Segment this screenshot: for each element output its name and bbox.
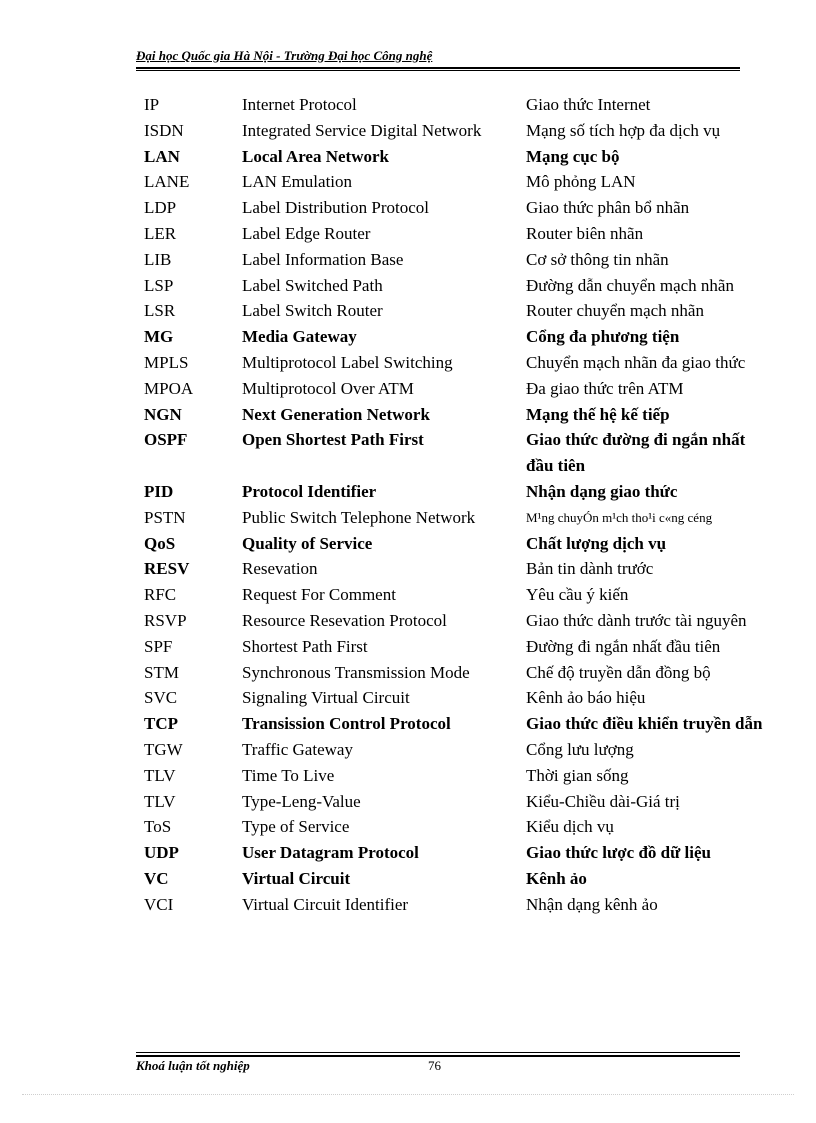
table-row (136, 427, 766, 479)
abbreviation-cell: RESV (144, 559, 190, 579)
vietnamese-term-cell: Nhận dạng kênh ảo (526, 894, 658, 914)
abbreviation-cell: LIB (144, 249, 172, 269)
abbreviation-cell: MPLS (144, 352, 189, 372)
english-term-cell: Media Gateway (242, 327, 357, 347)
english-term-cell: Synchronous Transmission Mode (242, 662, 470, 682)
english-term-cell: Next Generation Network (242, 404, 430, 424)
vietnamese-term-cell: Giao thức đường đi ngắn nhất đầu tiên (526, 430, 746, 476)
table-row (136, 221, 766, 247)
abbreviation-cell: MPOA (144, 378, 194, 398)
vietnamese-term-cell: Router chuyển mạch nhãn (526, 301, 704, 321)
abbreviation-cell: NGN (144, 404, 182, 424)
table-row (136, 737, 766, 763)
page-header (136, 48, 740, 64)
vietnamese-term-cell: Kênh ảo (526, 868, 587, 888)
abbreviation-cell: SPF (144, 636, 173, 656)
footer-rule-thick (136, 1055, 740, 1057)
english-term-cell: Transission Control Protocol (242, 714, 451, 734)
table-row (136, 324, 766, 350)
english-term-cell: LAN Emulation (242, 172, 353, 192)
abbreviation-cell: RSVP (144, 610, 187, 630)
abbreviation-cell: TGW (144, 739, 183, 759)
table-row (136, 195, 766, 221)
table-row (136, 608, 766, 634)
vietnamese-term-cell: Kiểu dịch vụ (526, 817, 614, 837)
english-term-cell: Open Shortest Path First (242, 430, 424, 450)
table-row (136, 634, 766, 660)
abbreviation-cell: STM (144, 662, 179, 682)
vietnamese-term-cell: Bản tin dành trước (526, 559, 654, 579)
english-term-cell: Multiprotocol Label Switching (242, 352, 453, 372)
english-term-cell: Label Edge Router (242, 223, 371, 243)
english-term-cell: Signaling Virtual Circuit (242, 688, 410, 708)
table-row (136, 92, 766, 118)
english-term-cell: Integrated Service Digital Network (242, 120, 482, 140)
footer-label: Khoá luận tốt nghiệp (136, 1058, 250, 1073)
english-term-cell: User Datagram Protocol (242, 843, 419, 863)
table-row (136, 376, 766, 402)
abbreviation-cell: RFC (144, 585, 177, 605)
table-row (136, 531, 766, 557)
abbreviation-cell: VC (144, 868, 169, 888)
abbreviation-cell: ISDN (144, 120, 184, 140)
table-row (136, 685, 766, 711)
table-row (136, 298, 766, 324)
abbreviation-cell: SVC (144, 688, 178, 708)
vietnamese-term-cell: Cổng đa phương tiện (526, 327, 680, 347)
vietnamese-term-cell: Chế độ truyền dẫn đồng bộ (526, 662, 711, 682)
english-term-cell: Internet Protocol (242, 95, 357, 114)
table-row (136, 247, 766, 273)
table-row (136, 582, 766, 608)
abbreviation-cell: TLV (144, 765, 176, 785)
abbreviation-cell: TCP (144, 714, 178, 734)
table-row (136, 763, 766, 789)
abbreviation-cell: ToS (144, 817, 172, 837)
table-row (136, 169, 766, 195)
english-term-cell: Shortest Path First (242, 636, 368, 656)
abbreviation-cell: IP (144, 95, 160, 114)
english-term-cell: Resource Resevation Protocol (242, 610, 447, 630)
table-row (136, 118, 766, 144)
header-rule-thick (136, 67, 740, 69)
vietnamese-term-cell: Chất lượng dịch vụ (526, 533, 667, 553)
abbreviation-cell: LAN (144, 146, 180, 166)
vietnamese-term-cell: Kênh ảo báo hiệu (526, 688, 646, 708)
vietnamese-term-cell: M¹ng chuyÓn m¹ch tho¹i c«ng céng (526, 509, 713, 525)
vietnamese-term-cell: Mạng số tích hợp đa dịch vụ (526, 120, 721, 140)
abbreviation-cell: PID (144, 481, 174, 501)
english-term-cell: Request For Comment (242, 585, 396, 605)
abbreviation-cell: LANE (144, 172, 190, 192)
table-row (136, 144, 766, 170)
vietnamese-term-cell: Mạng cục bộ (526, 146, 620, 166)
english-term-cell: Traffic Gateway (242, 739, 353, 759)
english-term-cell: Virtual Circuit Identifier (242, 894, 409, 914)
abbreviation-cell: PSTN (144, 507, 186, 527)
vietnamese-term-cell: Cổng lưu lượng (526, 739, 634, 759)
vietnamese-term-cell: Giao thức dành trước tài nguyên (526, 610, 747, 630)
abbreviation-cell: UDP (144, 843, 179, 863)
english-term-cell: Time To Live (242, 765, 335, 785)
page-number: 76 (428, 1058, 441, 1073)
table-row (136, 866, 766, 892)
vietnamese-term-cell: Đa giao thức trên ATM (526, 378, 684, 398)
vietnamese-term-cell: Nhận dạng giao thức (526, 481, 678, 501)
english-term-cell: Public Switch Telephone Network (242, 507, 476, 527)
table-row (136, 350, 766, 376)
vietnamese-term-cell: Đường đi ngắn nhất đầu tiên (526, 636, 721, 656)
table-row (136, 892, 766, 918)
vietnamese-term-cell: Giao thức lược đồ dữ liệu (526, 843, 711, 863)
english-term-cell: Protocol Identifier (242, 481, 377, 501)
abbreviation-cell: LSR (144, 301, 176, 321)
english-term-cell: Type-Leng-Value (242, 791, 361, 811)
abbreviation-cell: OSPF (144, 430, 188, 450)
english-term-cell: Label Switched Path (242, 275, 383, 295)
abbreviation-cell: VCI (144, 894, 174, 914)
vietnamese-term-cell: Cơ sở thông tin nhãn (526, 249, 669, 269)
vietnamese-term-cell: Yêu cầu ý kiến (526, 585, 629, 605)
table-row (136, 789, 766, 815)
abbreviation-table (136, 92, 766, 918)
header-rule-thin (136, 70, 740, 71)
vietnamese-term-cell: Đường dẫn chuyển mạch nhãn (526, 275, 734, 295)
vietnamese-term-cell: Chuyển mạch nhãn đa giao thức (526, 352, 746, 372)
table-row (136, 556, 766, 582)
english-term-cell: Multiprotocol Over ATM (242, 378, 414, 398)
table-row (136, 711, 766, 737)
english-term-cell: Virtual Circuit (242, 868, 351, 888)
header-title: Đại học Quốc gia Hà Nội - Trường Đại học Công nghệ (136, 48, 433, 63)
abbreviation-cell: LSP (144, 275, 174, 295)
table-row (136, 505, 766, 531)
vietnamese-term-cell: Thời gian sống (526, 765, 629, 785)
page-footer (136, 1058, 740, 1078)
table-row (136, 479, 766, 505)
vietnamese-term-cell: Giao thức phân bổ nhãn (526, 198, 690, 218)
vietnamese-term-cell: Mạng thế hệ kế tiếp (526, 404, 670, 424)
english-term-cell: Label Distribution Protocol (242, 198, 429, 218)
abbreviation-cell: TLV (144, 791, 176, 811)
table-row (136, 814, 766, 840)
vietnamese-term-cell: Mô phỏng LAN (526, 172, 636, 192)
vietnamese-term-cell: Giao thức điều khiển truyền dẫn (526, 714, 763, 734)
vietnamese-term-cell: Giao thức Internet (526, 95, 651, 114)
table-row (136, 273, 766, 299)
english-term-cell: Type of Service (242, 817, 350, 837)
abbreviation-cell: LDP (144, 198, 177, 218)
english-term-cell: Label Information Base (242, 249, 404, 269)
english-term-cell: Label Switch Router (242, 301, 383, 321)
table-row (136, 402, 766, 428)
abbreviation-cell: MG (144, 327, 174, 347)
english-term-cell: Local Area Network (242, 146, 389, 166)
table-row (136, 660, 766, 686)
abbreviation-cell: LER (144, 223, 177, 243)
page-edge-divider (22, 1094, 794, 1095)
abbreviation-cell: QoS (144, 533, 176, 553)
english-term-cell: Resevation (242, 559, 318, 579)
footer-rule-thin (136, 1052, 740, 1053)
table-row (136, 840, 766, 866)
vietnamese-term-cell: Router biên nhãn (526, 223, 644, 243)
vietnamese-term-cell: Kiểu-Chiều dài-Giá trị (526, 791, 680, 811)
english-term-cell: Quality of Service (242, 533, 373, 553)
